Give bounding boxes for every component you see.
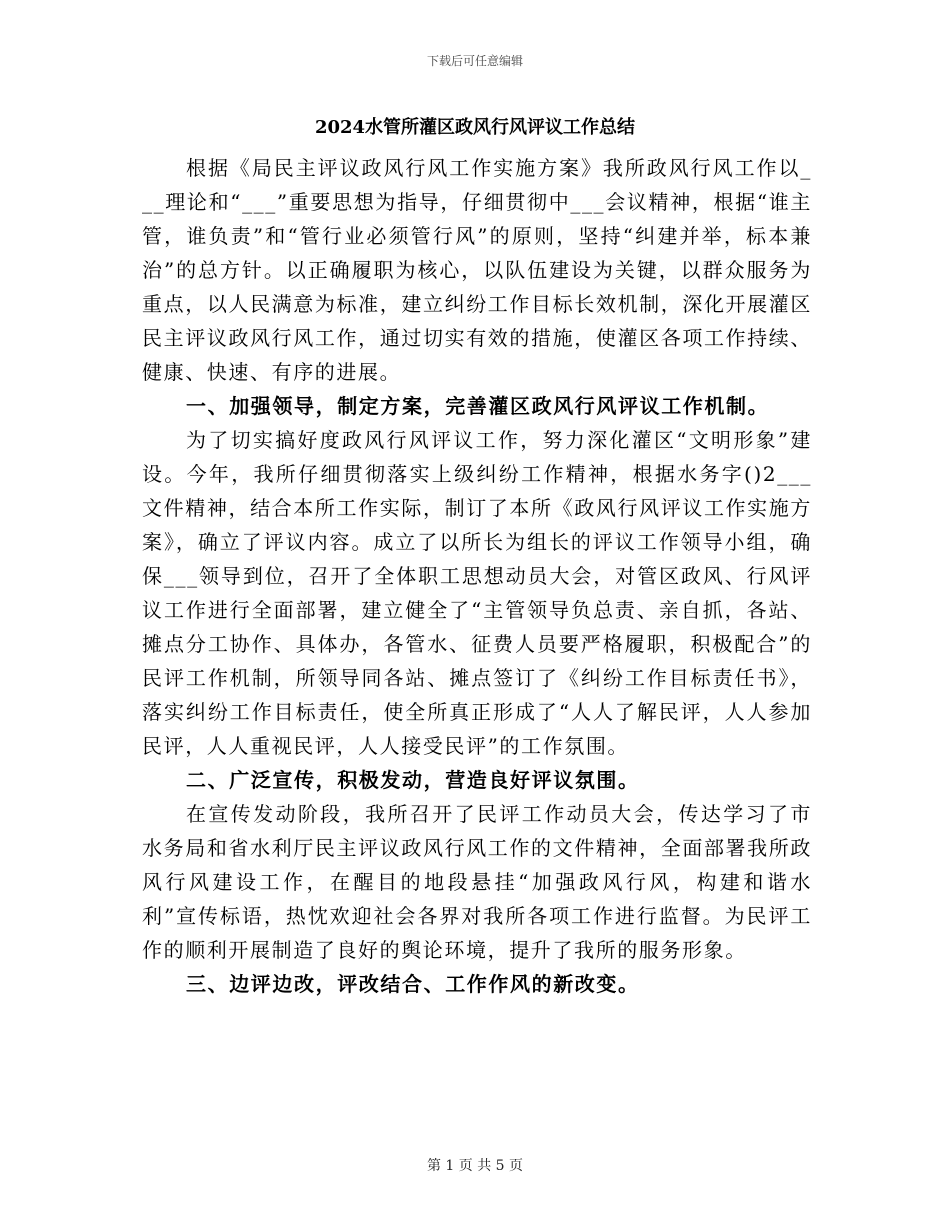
- intro-paragraph: 根据《局民主评议政风行风工作实施方案》我所政风行风工作以___理论和“___”重要思想为指导，仔细贯彻中___会议精神，根据“谁主管，谁负责”和“管行业必须管行风”的原则，坚持“纠建并举，标本兼治”的总方针。以正确履职为核心，以队伍建设为关键，以群众服务为重点，以人民满意为标准，建立纠纷工作目标长效机制，深化开展灌区民主评议政风行风工作，通过切实有效的措施，使灌区各项工作持续、健康、快速、有序的进展。: [142, 156, 812, 384]
- section-2-paragraph: 在宣传发动阶段，我所召开了民评工作动员大会，传达学习了市水务局和省水利厅民主评议政风行风工作的文件精神，全面部署我所政风行风建设工作，在醒目的地段悬挂“加强政风行风，构建和谐水利”宣传标语，热忱欢迎社会各界对我所各项工作进行监督。为民评工作的顺利开展制造了良好的舆论环境，提升了我所的服务形象。: [142, 802, 812, 962]
- section-2-heading: 二、广泛宣传，积极发动，营造良好评议氛围。: [186, 768, 640, 792]
- section-1-paragraph: 为了切实搞好度政风行风评议工作，努力深化灌区“文明形象”建设。今年，我所仔细贯彻落实上级纠纷工作精神，根据水务字()2___文件精神，结合本所工作实际，制订了本所《政风行风评议工作实施方案》，确立了评议内容。成立了以所长为组长的评议工作领导小组，确保___领导到位，召开了全体职工思想动员大会，对管区政风、行风评议工作进行全面部署，建立健全了“主管领导负总责、亲自抓，各站、摊点分工协作、具体办，各管水、征费人员要严格履职，积极配合”的民评工作机制，所领导同各站、摊点签订了《纠纷工作目标责任书》，落实纠纷工作目标责任，使全所真正形成了“人人了解民评，人人参加民评，人人重视民评，人人接受民评”的工作氛围。: [142, 428, 812, 758]
- download-note: 下载后可任意编辑: [426, 54, 523, 68]
- section-1-heading: 一、加强领导，制定方案，完善灌区政风行风评议工作机制。: [186, 394, 770, 418]
- page-number: 第 1 页 共 5 页: [426, 1158, 524, 1174]
- document-title: 2024水管所灌区政风行风评议工作总结: [314, 117, 636, 138]
- document-body: [142, 151, 812, 1001]
- section-3-heading: 三、边评边改，评改结合、工作作风的新改变。: [186, 972, 640, 996]
